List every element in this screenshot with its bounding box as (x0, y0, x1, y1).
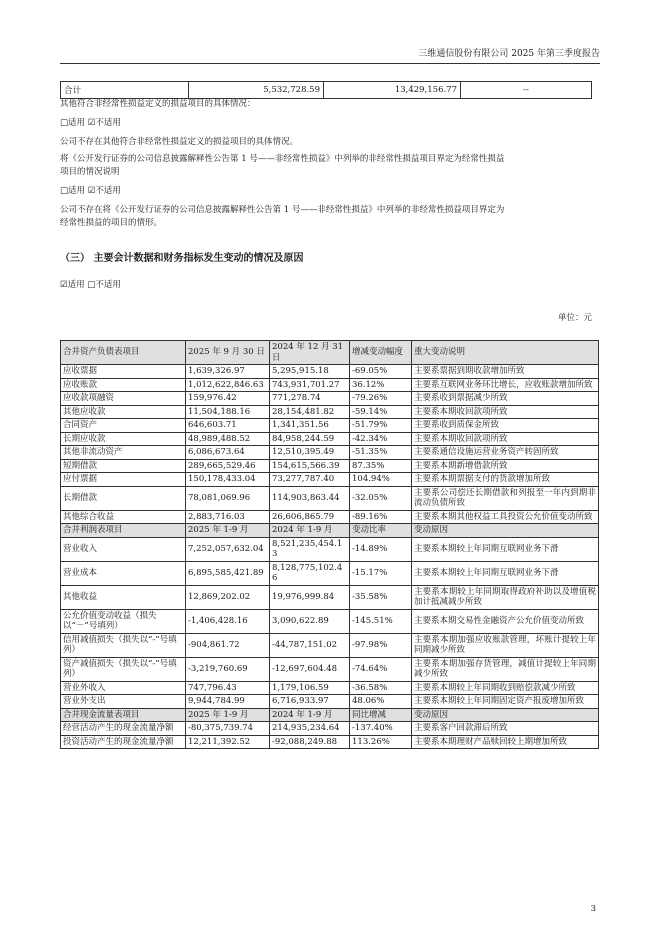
income-statement-reason: 主要系本期较上年同期互联网业务下滑 (412, 561, 599, 585)
balance-sheet-current-value: 11,504,188.16 (186, 405, 270, 419)
cash-flow-header-current-value: 2025 年 1-9 月 (186, 708, 270, 722)
table-row (61, 633, 599, 657)
income-statement-item: 信用减值损失（损失以“-”号填列） (61, 633, 186, 657)
cash-flow-reason: 主要系本期理财产品赎回较上期增加所致 (412, 735, 599, 749)
cash-flow-current-value: 12,211,392.52 (186, 735, 270, 749)
income-statement-item: 营业外支出 (61, 695, 186, 709)
balance-sheet-current-value: 1,639,326.97 (186, 365, 270, 379)
income-statement-current-value: 747,796.43 (186, 681, 270, 695)
balance-sheet-header-prior-value: 2024 年 12 月 31 日 (270, 341, 350, 365)
balance-sheet-current-value: 646,603.71 (186, 419, 270, 433)
balance-sheet-reason: 主要系票据到期收款增加所致 (412, 365, 599, 379)
table-row (61, 432, 599, 446)
income-statement-item: 其他收益 (61, 585, 186, 609)
table-row (61, 735, 599, 749)
income-statement-prior-value: 8,128,775,102.46 (270, 561, 350, 585)
checkbox-line-1: □适用 ☑不适用 (60, 118, 121, 128)
income-statement-prior-value: 8,521,235,454.13 (270, 537, 350, 561)
income-statement-header-row (61, 524, 599, 538)
income-statement-prior-value: 1,179,106.59 (270, 681, 350, 695)
unit-label: 单位：元 (557, 313, 592, 323)
income-statement-item: 营业成本 (61, 561, 186, 585)
balance-sheet-prior-value: 743,931,701.27 (270, 378, 350, 392)
cash-flow-header-change-rate: 同比增减 (350, 708, 412, 722)
balance-sheet-item: 应收票据 (61, 365, 186, 379)
balance-sheet-current-value: 2,883,716.03 (186, 510, 270, 524)
balance-sheet-header-item: 合并资产负债表项目 (61, 341, 186, 365)
cash-flow-header-prior-value: 2024 年 1-9 月 (270, 708, 350, 722)
balance-sheet-reason: 主要系公司偿还长期借款和列报至一年内到期非流动负债所致 (412, 486, 599, 510)
income-statement-change-rate: -145.51% (350, 609, 412, 633)
balance-sheet-header-row (61, 341, 599, 365)
balance-sheet-reason: 主要系收到票据减少所致 (412, 392, 599, 406)
table-row (61, 585, 599, 609)
report-header-title: 三维通信股份有限公司 2025 年第三季度报告 (418, 49, 600, 59)
balance-sheet-item: 其他综合收益 (61, 510, 186, 524)
balance-sheet-prior-value: 28,154,481.82 (270, 405, 350, 419)
balance-sheet-change-rate: 104.94% (350, 473, 412, 487)
total-label: 合计 (61, 82, 189, 99)
income-statement-reason: 主要系本期较上年同期互联网业务下滑 (412, 537, 599, 561)
balance-sheet-item: 应收账款 (61, 378, 186, 392)
section-title: （三） 主要会计数据和财务指标发生变动的情况及原因 (60, 253, 304, 264)
income-statement-header-reason: 变动原因 (412, 524, 599, 538)
table-row (61, 657, 599, 681)
balance-sheet-prior-value: 26,606,865.79 (270, 510, 350, 524)
income-statement-current-value: -3,219,760.69 (186, 657, 270, 681)
cash-flow-item: 投资活动产生的现金流量净额 (61, 735, 186, 749)
balance-sheet-header-change-rate: 增减变动幅度 (350, 341, 412, 365)
income-statement-header-prior-value: 2024 年 1-9 月 (270, 524, 350, 538)
balance-sheet-reason: 主要系本期收回款项所致 (412, 432, 599, 446)
balance-sheet-change-rate: -79.26% (350, 392, 412, 406)
checkbox-line-3: ☑适用 □不适用 (60, 280, 121, 290)
financial-changes-table (60, 340, 599, 749)
balance-sheet-change-rate: 87.35% (350, 459, 412, 473)
balance-sheet-current-value: 48,989,488.52 (186, 432, 270, 446)
income-statement-change-rate: -35.58% (350, 585, 412, 609)
balance-sheet-current-value: 159,976.42 (186, 392, 270, 406)
other-items-none: 公司不存在其他符合非经常性损益定义的损益项目的具体情况。 (60, 137, 299, 147)
balance-sheet-reason: 主要系本期其他权益工具投资公允价值变动所致 (412, 510, 599, 524)
income-statement-prior-value: 19,976,999.84 (270, 585, 350, 609)
income-statement-change-rate: -14.89% (350, 537, 412, 561)
income-statement-prior-value: 6,716,933.97 (270, 695, 350, 709)
income-statement-header-change-rate: 变动比率 (350, 524, 412, 538)
balance-sheet-reason: 主要系本期新增借款所致 (412, 459, 599, 473)
balance-sheet-change-rate: -51.35% (350, 446, 412, 460)
income-statement-prior-value: 3,090,622.89 (270, 609, 350, 633)
income-statement-reason: 主要系本期加强应收账款管理，坏账计提较上年同期减少所致 (412, 633, 599, 657)
income-statement-reason: 主要系本期较上年同期固定资产报废增加所致 (412, 695, 599, 709)
table-row (61, 561, 599, 585)
table-row (61, 365, 599, 379)
balance-sheet-item: 其他非流动资产 (61, 446, 186, 460)
balance-sheet-current-value: 289,665,529.46 (186, 459, 270, 473)
balance-sheet-prior-value: 73,277,787.40 (270, 473, 350, 487)
balance-sheet-prior-value: 12,510,395.49 (270, 446, 350, 460)
cash-flow-change-rate: -137.40% (350, 722, 412, 736)
other-items-heading: 其他符合非经常性损益定义的损益项目的具体情况： (60, 99, 256, 109)
income-statement-header-current-value: 2025 年 1-9 月 (186, 524, 270, 538)
balance-sheet-reason: 主要系互联网业务环比增长，应收账款增加所致 (412, 378, 599, 392)
table-row (61, 446, 599, 460)
balance-sheet-item: 应付票据 (61, 473, 186, 487)
cash-flow-reason: 主要系客户回款滞后所致 (412, 722, 599, 736)
table-row (61, 695, 599, 709)
balance-sheet-reason: 主要系收到质保金所致 (412, 419, 599, 433)
income-statement-current-value: 9,944,784.99 (186, 695, 270, 709)
total-current: 5,532,728.59 (189, 82, 324, 99)
cash-flow-header-item: 合并现金流量表项目 (61, 708, 186, 722)
balance-sheet-change-rate: -59.14% (350, 405, 412, 419)
cash-flow-change-rate: 113.26% (350, 735, 412, 749)
balance-sheet-item: 应收款项融资 (61, 392, 186, 406)
balance-sheet-prior-value: 5,295,915.18 (270, 365, 350, 379)
table-row (61, 537, 599, 561)
reclass-none-2: 经常性损益的项目的情形。 (60, 218, 163, 228)
table-row (61, 510, 599, 524)
table-row (61, 681, 599, 695)
balance-sheet-change-rate: -32.05% (350, 486, 412, 510)
balance-sheet-item: 其他应收款 (61, 405, 186, 419)
table-row (61, 419, 599, 433)
cash-flow-prior-value: -92,088,249.88 (270, 735, 350, 749)
table-row (61, 722, 599, 736)
balance-sheet-header-reason: 重大变动说明 (412, 341, 599, 365)
balance-sheet-prior-value: 114,903,863.44 (270, 486, 350, 510)
income-statement-reason: 主要系本期较上年同期收到赔偿款减少所致 (412, 681, 599, 695)
reclass-heading-1: 将《公开发行证券的公司信息披露解释性公告第 1 号——非经常性损益》中列举的非经常性损益项目界定为经常性损益 (60, 154, 505, 164)
income-statement-item: 资产减值损失（损失以“-”号填列） (61, 657, 186, 681)
income-statement-current-value: -1,406,428.16 (186, 609, 270, 633)
income-statement-reason: 主要系本期较上年同期取得政府补助以及增值税加计抵减减少所致 (412, 585, 599, 609)
income-statement-change-rate: 48.06% (350, 695, 412, 709)
income-statement-reason: 主要系本期加强存货管理，减值计提较上年同期减少所致 (412, 657, 599, 681)
cash-flow-prior-value: 214,935,234.64 (270, 722, 350, 736)
checkbox-line-2: □适用 ☑不适用 (60, 186, 121, 196)
income-statement-prior-value: -44,787,151.02 (270, 633, 350, 657)
balance-sheet-change-rate: -89.16% (350, 510, 412, 524)
income-statement-change-rate: -74.64% (350, 657, 412, 681)
table-row (61, 486, 599, 510)
table-row (61, 392, 599, 406)
balance-sheet-prior-value: 154,615,566.39 (270, 459, 350, 473)
total-note: -- (461, 82, 592, 99)
income-statement-header-item: 合并利润表项目 (61, 524, 186, 538)
reclass-heading-2: 项目的情况说明 (60, 167, 120, 177)
balance-sheet-current-value: 78,081,069.96 (186, 486, 270, 510)
income-statement-change-rate: -36.58% (350, 681, 412, 695)
cash-flow-header-reason: 变动原因 (412, 708, 599, 722)
balance-sheet-change-rate: -69.05% (350, 365, 412, 379)
balance-sheet-change-rate: -51.79% (350, 419, 412, 433)
balance-sheet-current-value: 6,086,673.64 (186, 446, 270, 460)
total-ytd: 13,429,156.77 (324, 82, 461, 99)
income-statement-current-value: -904,861.72 (186, 633, 270, 657)
table-row (61, 459, 599, 473)
reclass-none-1: 公司不存在将《公开发行证券的公司信息披露解释性公告第 1 号——非经常性损益》中列举的非经常性损益项目界定为 (60, 205, 505, 215)
table-row (61, 609, 599, 633)
balance-sheet-reason: 主要系本期票据支付的货款增加所致 (412, 473, 599, 487)
cash-flow-item: 经营活动产生的现金流量净额 (61, 722, 186, 736)
income-statement-item: 公允价值变动收益（损失以“－”号填列） (61, 609, 186, 633)
income-statement-item: 营业外收入 (61, 681, 186, 695)
income-statement-current-value: 7,252,057,632.04 (186, 537, 270, 561)
balance-sheet-change-rate: 36.12% (350, 378, 412, 392)
cash-flow-current-value: -80,375,739.74 (186, 722, 270, 736)
balance-sheet-prior-value: 1,341,351.56 (270, 419, 350, 433)
balance-sheet-prior-value: 84,958,244.59 (270, 432, 350, 446)
income-statement-reason: 主要系本期交易性金融资产公允价值变动所致 (412, 609, 599, 633)
table-row (61, 473, 599, 487)
non-recurring-total-table (60, 81, 592, 99)
income-statement-change-rate: -97.98% (350, 633, 412, 657)
income-statement-current-value: 12,869,202.02 (186, 585, 270, 609)
balance-sheet-reason: 主要系本期收回款项所致 (412, 405, 599, 419)
balance-sheet-change-rate: -42.34% (350, 432, 412, 446)
balance-sheet-item: 长期借款 (61, 486, 186, 510)
table-row (61, 378, 599, 392)
total-row (61, 82, 592, 99)
page-number: 3 (590, 904, 596, 914)
report-header (60, 46, 600, 64)
balance-sheet-header-current-value: 2025 年 9 月 30 日 (186, 341, 270, 365)
balance-sheet-current-value: 1,012,622,846.63 (186, 378, 270, 392)
balance-sheet-item: 合同资产 (61, 419, 186, 433)
balance-sheet-reason: 主要系通信设施运营业务资产转固所致 (412, 446, 599, 460)
balance-sheet-current-value: 150,178,433.04 (186, 473, 270, 487)
income-statement-item: 营业收入 (61, 537, 186, 561)
cash-flow-header-row (61, 708, 599, 722)
table-row (61, 405, 599, 419)
income-statement-change-rate: -15.17% (350, 561, 412, 585)
balance-sheet-item: 长期应收款 (61, 432, 186, 446)
balance-sheet-prior-value: 771,278.74 (270, 392, 350, 406)
income-statement-prior-value: -12,697,604.48 (270, 657, 350, 681)
balance-sheet-item: 短期借款 (61, 459, 186, 473)
income-statement-current-value: 6,895,585,421.89 (186, 561, 270, 585)
